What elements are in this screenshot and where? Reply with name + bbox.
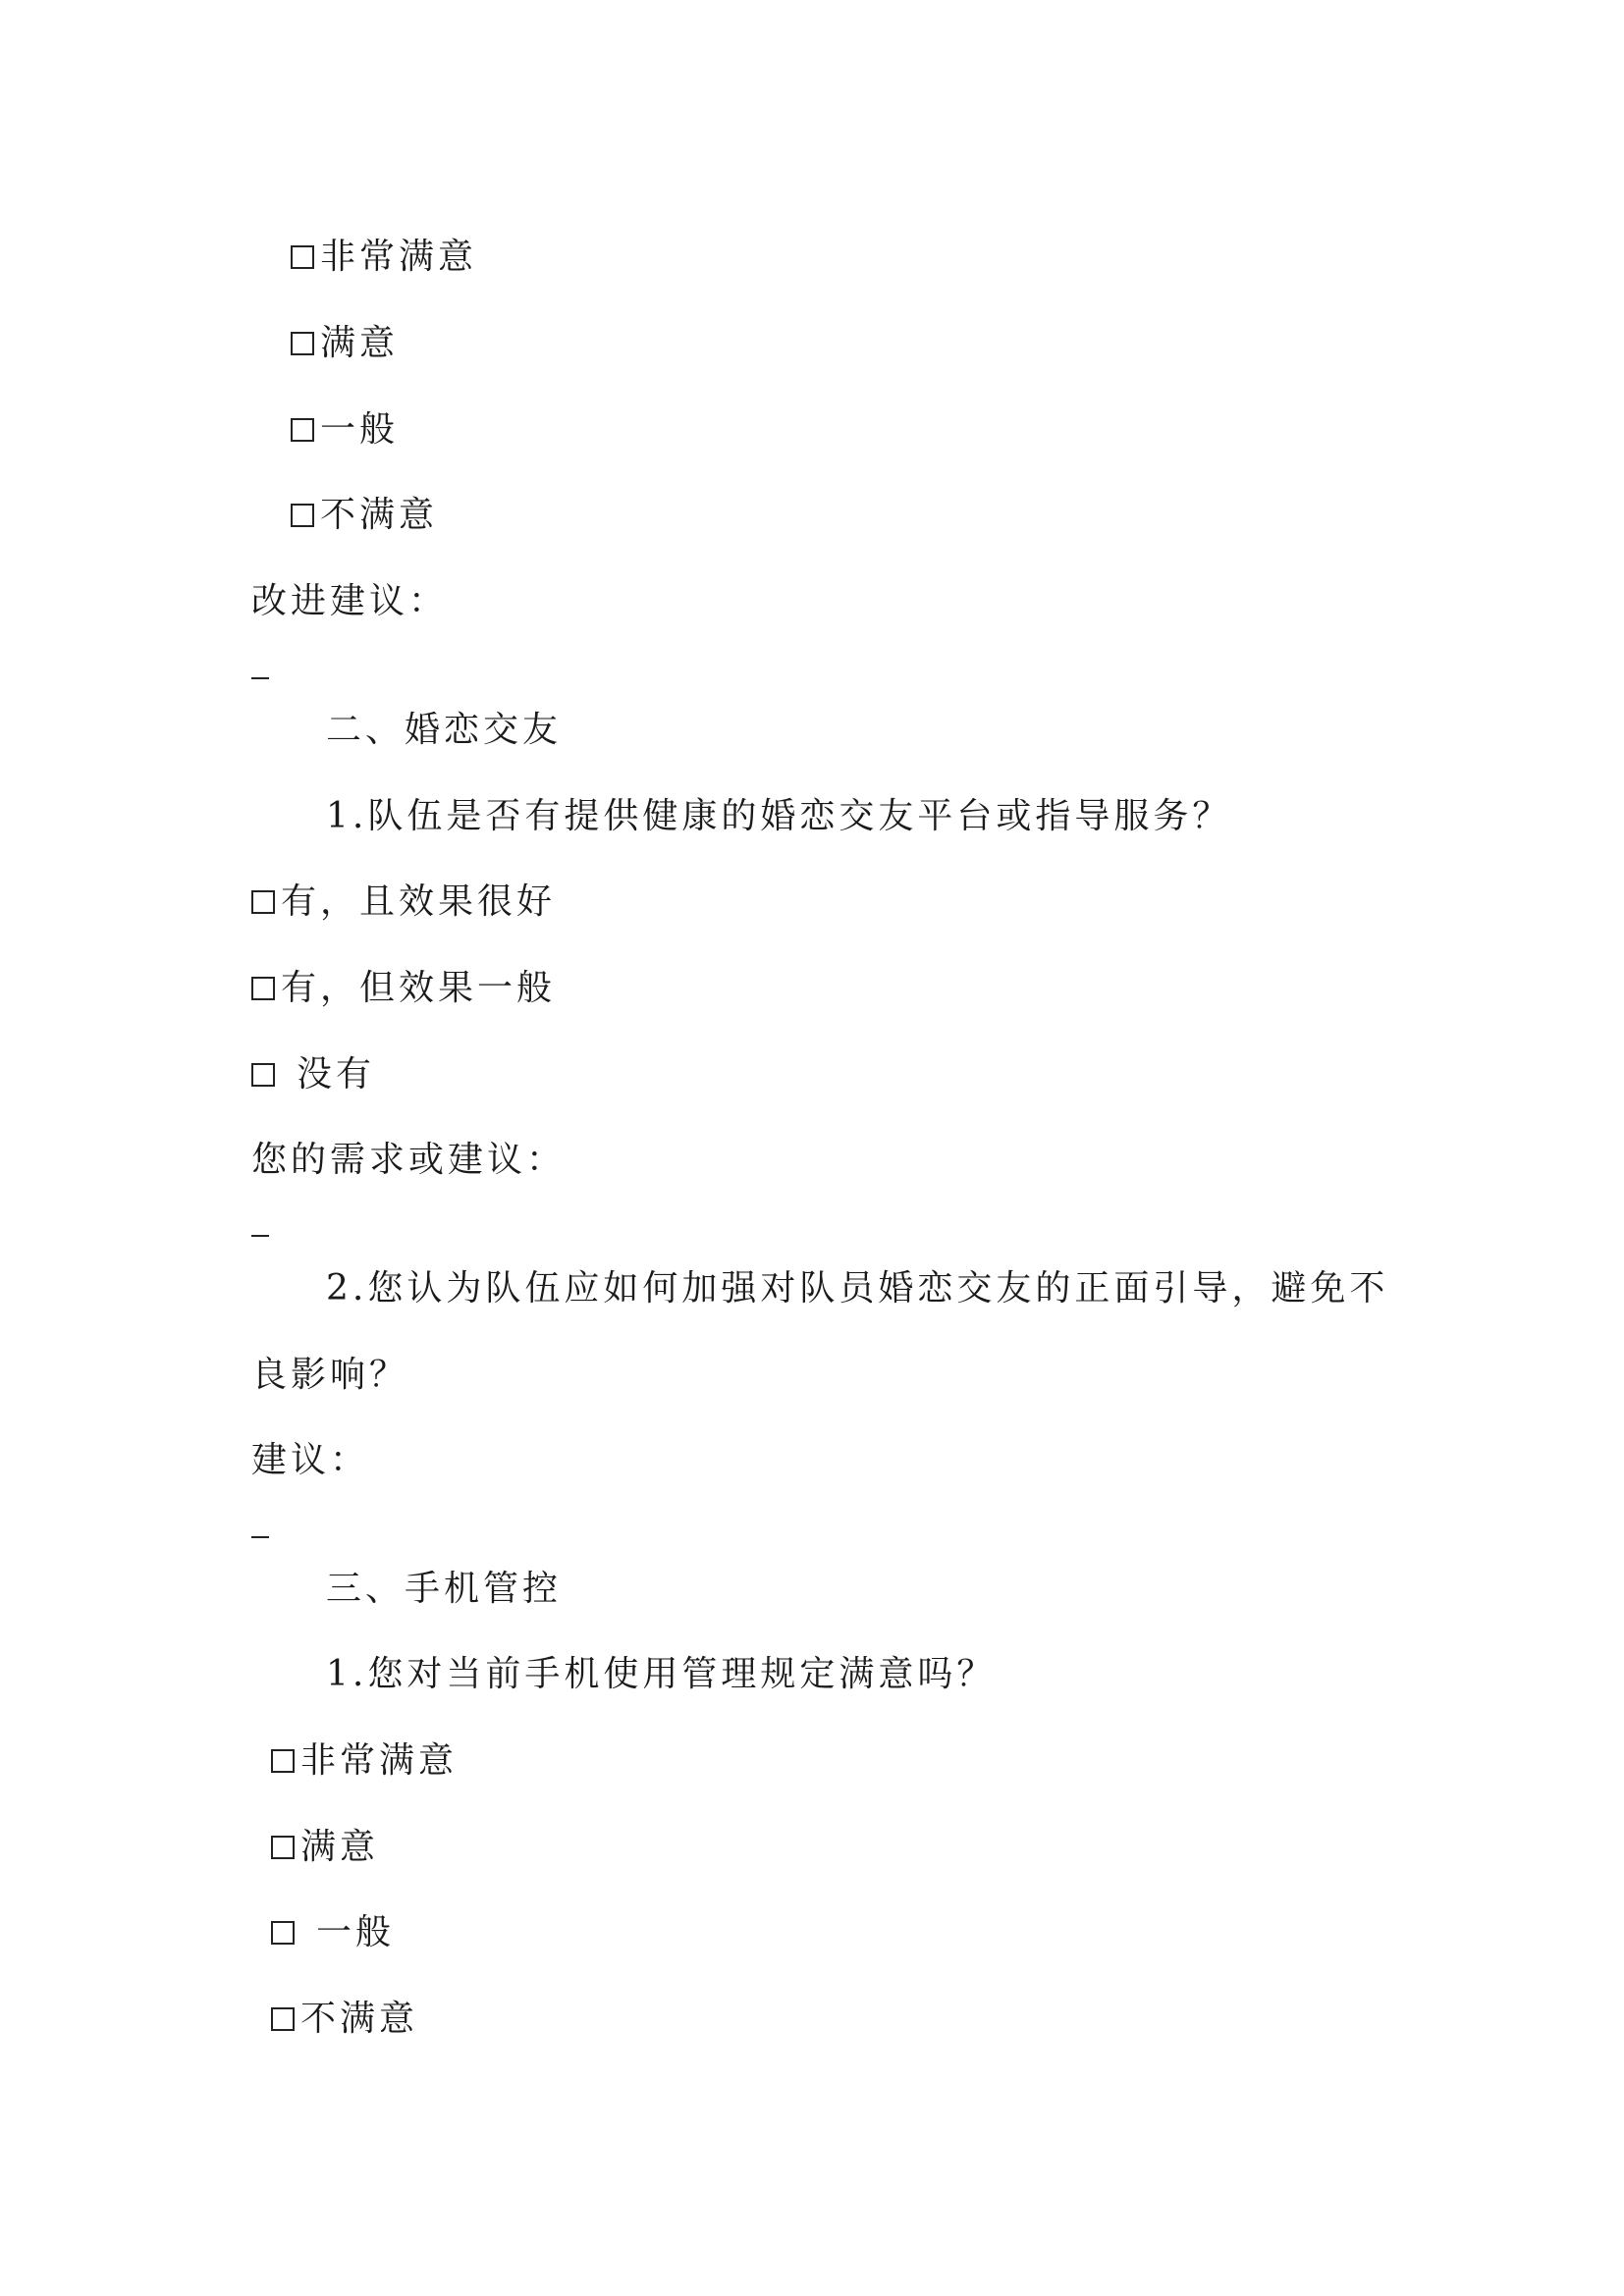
blank-answer-line[interactable] [251,1235,269,1237]
section-heading: 三、手机管控 [326,1569,563,1609]
option-unsatisfied[interactable] [291,492,438,539]
blank-answer-line[interactable] [251,677,269,679]
question-text: 1.您对当前手机使用管理规定满意吗？ [326,1654,997,1694]
section-heading: 二、婚恋交友 [326,710,563,750]
option-label: 一般 [316,1912,396,1952]
option-label: 非常满意 [320,237,478,277]
checkbox-icon[interactable] [291,332,314,355]
option-label: 没有 [297,1054,376,1095]
option-average[interactable] [271,1909,395,1956]
checkbox-icon[interactable] [251,1063,275,1087]
option-satisfied[interactable] [291,320,399,367]
option-very-satisfied[interactable] [291,234,477,281]
checkbox-icon[interactable] [271,1921,295,1945]
option-average[interactable] [291,406,399,454]
option-label: 有，且效果很好 [281,881,557,922]
option-very-satisfied[interactable] [271,1737,458,1785]
checkbox-icon[interactable] [271,1836,295,1859]
option-label: 满意 [300,1827,380,1867]
option-satisfied[interactable] [271,1824,379,1871]
option-yes-good[interactable] [251,879,556,926]
option-no[interactable] [251,1051,375,1098]
option-label: 有，但效果一般 [281,968,557,1008]
checkbox-icon[interactable] [271,1749,295,1773]
option-label: 满意 [320,323,400,363]
checkbox-icon[interactable] [271,2007,295,2031]
option-label: 一般 [320,409,400,450]
question-text: 2.您认为队伍应如何加强对队员婚恋交友的正面引导，避免不 [326,1268,1389,1308]
checkbox-icon[interactable] [291,245,314,269]
checkbox-icon[interactable] [251,977,275,1000]
blank-answer-line[interactable] [251,1536,269,1538]
suggestion-label: 您的需求或建议： [251,1140,567,1180]
checkbox-icon[interactable] [251,890,275,914]
option-label: 不满意 [320,495,439,535]
option-label: 非常满意 [300,1740,459,1781]
option-label: 不满意 [300,1999,419,2039]
suggestion-label: 改进建议： [251,581,449,621]
option-yes-average[interactable] [251,965,556,1012]
question-text: 1.队伍是否有提供健康的婚恋交友平台或指导服务？ [326,796,1232,836]
suggestion-label: 建议： [251,1440,370,1480]
checkbox-icon[interactable] [291,504,314,527]
checkbox-icon[interactable] [291,418,314,442]
option-unsatisfied[interactable] [271,1996,418,2043]
question-text-continued: 良影响？ [251,1355,409,1395]
